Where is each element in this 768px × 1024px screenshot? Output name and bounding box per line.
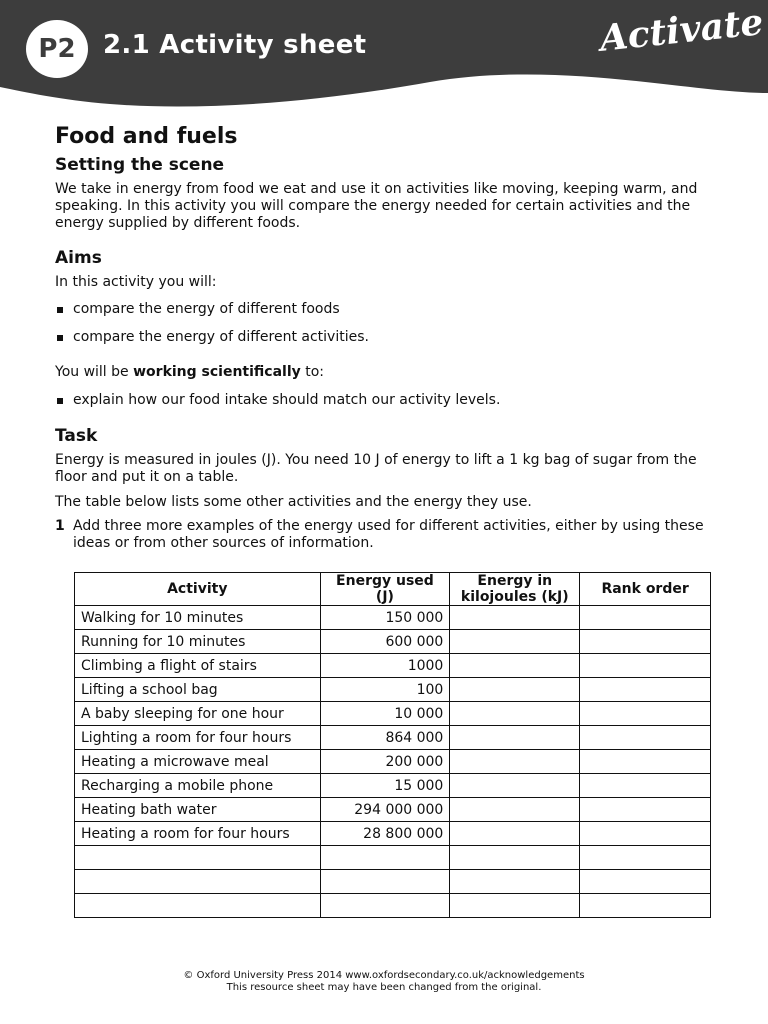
energy-joules-cell: 864 000	[320, 726, 450, 750]
rank-cell[interactable]	[580, 798, 711, 822]
column-header: Energy in kilojoules (kJ)	[450, 573, 580, 606]
table-row	[75, 894, 711, 918]
table-row	[75, 702, 711, 726]
energy-joules-cell: 28 800 000	[320, 822, 450, 846]
energy-kj-cell[interactable]	[450, 678, 580, 702]
rank-cell[interactable]	[580, 606, 711, 630]
rank-cell[interactable]	[580, 750, 711, 774]
table-row	[75, 846, 711, 870]
page-title: Food and fuels	[55, 124, 238, 149]
energy-joules-cell: 600 000	[320, 630, 450, 654]
energy-kj-cell[interactable]	[450, 726, 580, 750]
activity-cell: Heating bath water	[75, 798, 321, 822]
ws-prefix: You will be	[55, 364, 134, 380]
activity-cell: Climbing a flight of stairs	[75, 654, 321, 678]
ws-suffix: to:	[300, 364, 325, 380]
rank-cell[interactable]	[580, 630, 711, 654]
question-text: Add three more examples of the energy used for different activities, either by using these ideas or from other sources of information.	[73, 518, 704, 551]
rank-cell[interactable]	[580, 894, 711, 918]
activity-cell[interactable]	[75, 870, 321, 894]
aims-intro: In this activity you will:	[55, 274, 217, 290]
energy-kj-cell[interactable]	[450, 894, 580, 918]
energy-kj-cell[interactable]	[450, 774, 580, 798]
activity-cell[interactable]	[75, 846, 321, 870]
brand-logo: Activate	[597, 0, 766, 60]
energy-kj-cell[interactable]	[450, 870, 580, 894]
question-1	[55, 518, 715, 552]
energy-kj-cell[interactable]	[450, 750, 580, 774]
energy-table	[74, 572, 711, 918]
rank-cell[interactable]	[580, 870, 711, 894]
table-row	[75, 654, 711, 678]
activity-cell[interactable]	[75, 894, 321, 918]
activity-cell: Heating a room for four hours	[75, 822, 321, 846]
activity-cell: A baby sleeping for one hour	[75, 702, 321, 726]
rank-cell[interactable]	[580, 654, 711, 678]
aim-item: compare the energy of different activities.	[55, 329, 715, 346]
rank-cell[interactable]	[580, 726, 711, 750]
rank-cell[interactable]	[580, 678, 711, 702]
rank-cell[interactable]	[580, 822, 711, 846]
energy-joules-cell: 1000	[320, 654, 450, 678]
table-row	[75, 798, 711, 822]
activity-cell: Running for 10 minutes	[75, 630, 321, 654]
footer	[0, 970, 768, 994]
energy-joules-cell: 294 000 000	[320, 798, 450, 822]
aim-item: compare the energy of different foods	[55, 301, 715, 318]
energy-joules-cell: 15 000	[320, 774, 450, 798]
column-header: Energy used (J)	[320, 573, 450, 606]
table-row	[75, 630, 711, 654]
copyright-line: © Oxford University Press 2014 www.oxfordsecondary.co.uk/acknowledgements	[183, 970, 585, 981]
question-number: 1	[55, 518, 65, 534]
rank-cell[interactable]	[580, 846, 711, 870]
energy-joules-cell: 100	[320, 678, 450, 702]
energy-joules-cell: 200 000	[320, 750, 450, 774]
energy-kj-cell[interactable]	[450, 606, 580, 630]
activity-cell: Heating a microwave meal	[75, 750, 321, 774]
task-text-1: Energy is measured in joules (J). You need 10 J of energy to lift a 1 kg bag of sugar from the floor and put it on a table.	[55, 452, 697, 485]
aims-heading: Aims	[55, 248, 102, 268]
disclaimer-line: This resource sheet may have been changed from the original.	[226, 982, 542, 993]
task-heading: Task	[55, 426, 98, 446]
energy-kj-cell[interactable]	[450, 630, 580, 654]
activity-cell: Recharging a mobile phone	[75, 774, 321, 798]
activity-cell: Lifting a school bag	[75, 678, 321, 702]
table-row	[75, 678, 711, 702]
ws-item: explain how our food intake should match our activity levels.	[55, 392, 715, 409]
table-body	[75, 606, 711, 918]
ws-bold: working scientifically	[133, 364, 301, 380]
unit-badge: P2	[26, 20, 88, 78]
energy-kj-cell[interactable]	[450, 798, 580, 822]
activity-cell: Lighting a room for four hours	[75, 726, 321, 750]
energy-kj-cell[interactable]	[450, 702, 580, 726]
working-scientifically-intro	[55, 364, 715, 381]
energy-kj-cell[interactable]	[450, 846, 580, 870]
table-row	[75, 822, 711, 846]
scene-heading: Setting the scene	[55, 155, 225, 175]
table-row	[75, 870, 711, 894]
energy-joules-cell[interactable]	[320, 870, 450, 894]
column-header: Rank order	[580, 573, 711, 606]
table-row	[75, 750, 711, 774]
energy-joules-cell: 10 000	[320, 702, 450, 726]
task-text-2: The table below lists some other activities and the energy they use.	[55, 494, 532, 510]
energy-kj-cell[interactable]	[450, 654, 580, 678]
main-content	[55, 124, 715, 552]
table-row	[75, 774, 711, 798]
rank-cell[interactable]	[580, 702, 711, 726]
table-row	[75, 606, 711, 630]
table-header-row	[75, 573, 711, 606]
energy-kj-cell[interactable]	[450, 822, 580, 846]
energy-joules-cell[interactable]	[320, 894, 450, 918]
table-row	[75, 726, 711, 750]
activity-cell: Walking for 10 minutes	[75, 606, 321, 630]
rank-cell[interactable]	[580, 774, 711, 798]
energy-joules-cell: 150 000	[320, 606, 450, 630]
scene-text: We take in energy from food we eat and use it on activities like moving, keeping warm, and speaking. In this activity you will compare the energy needed for certain activities and the energy supplied by different foods.	[55, 181, 698, 231]
sheet-title: 2.1 Activity sheet	[103, 30, 367, 60]
column-header: Activity	[75, 573, 321, 606]
energy-joules-cell[interactable]	[320, 846, 450, 870]
